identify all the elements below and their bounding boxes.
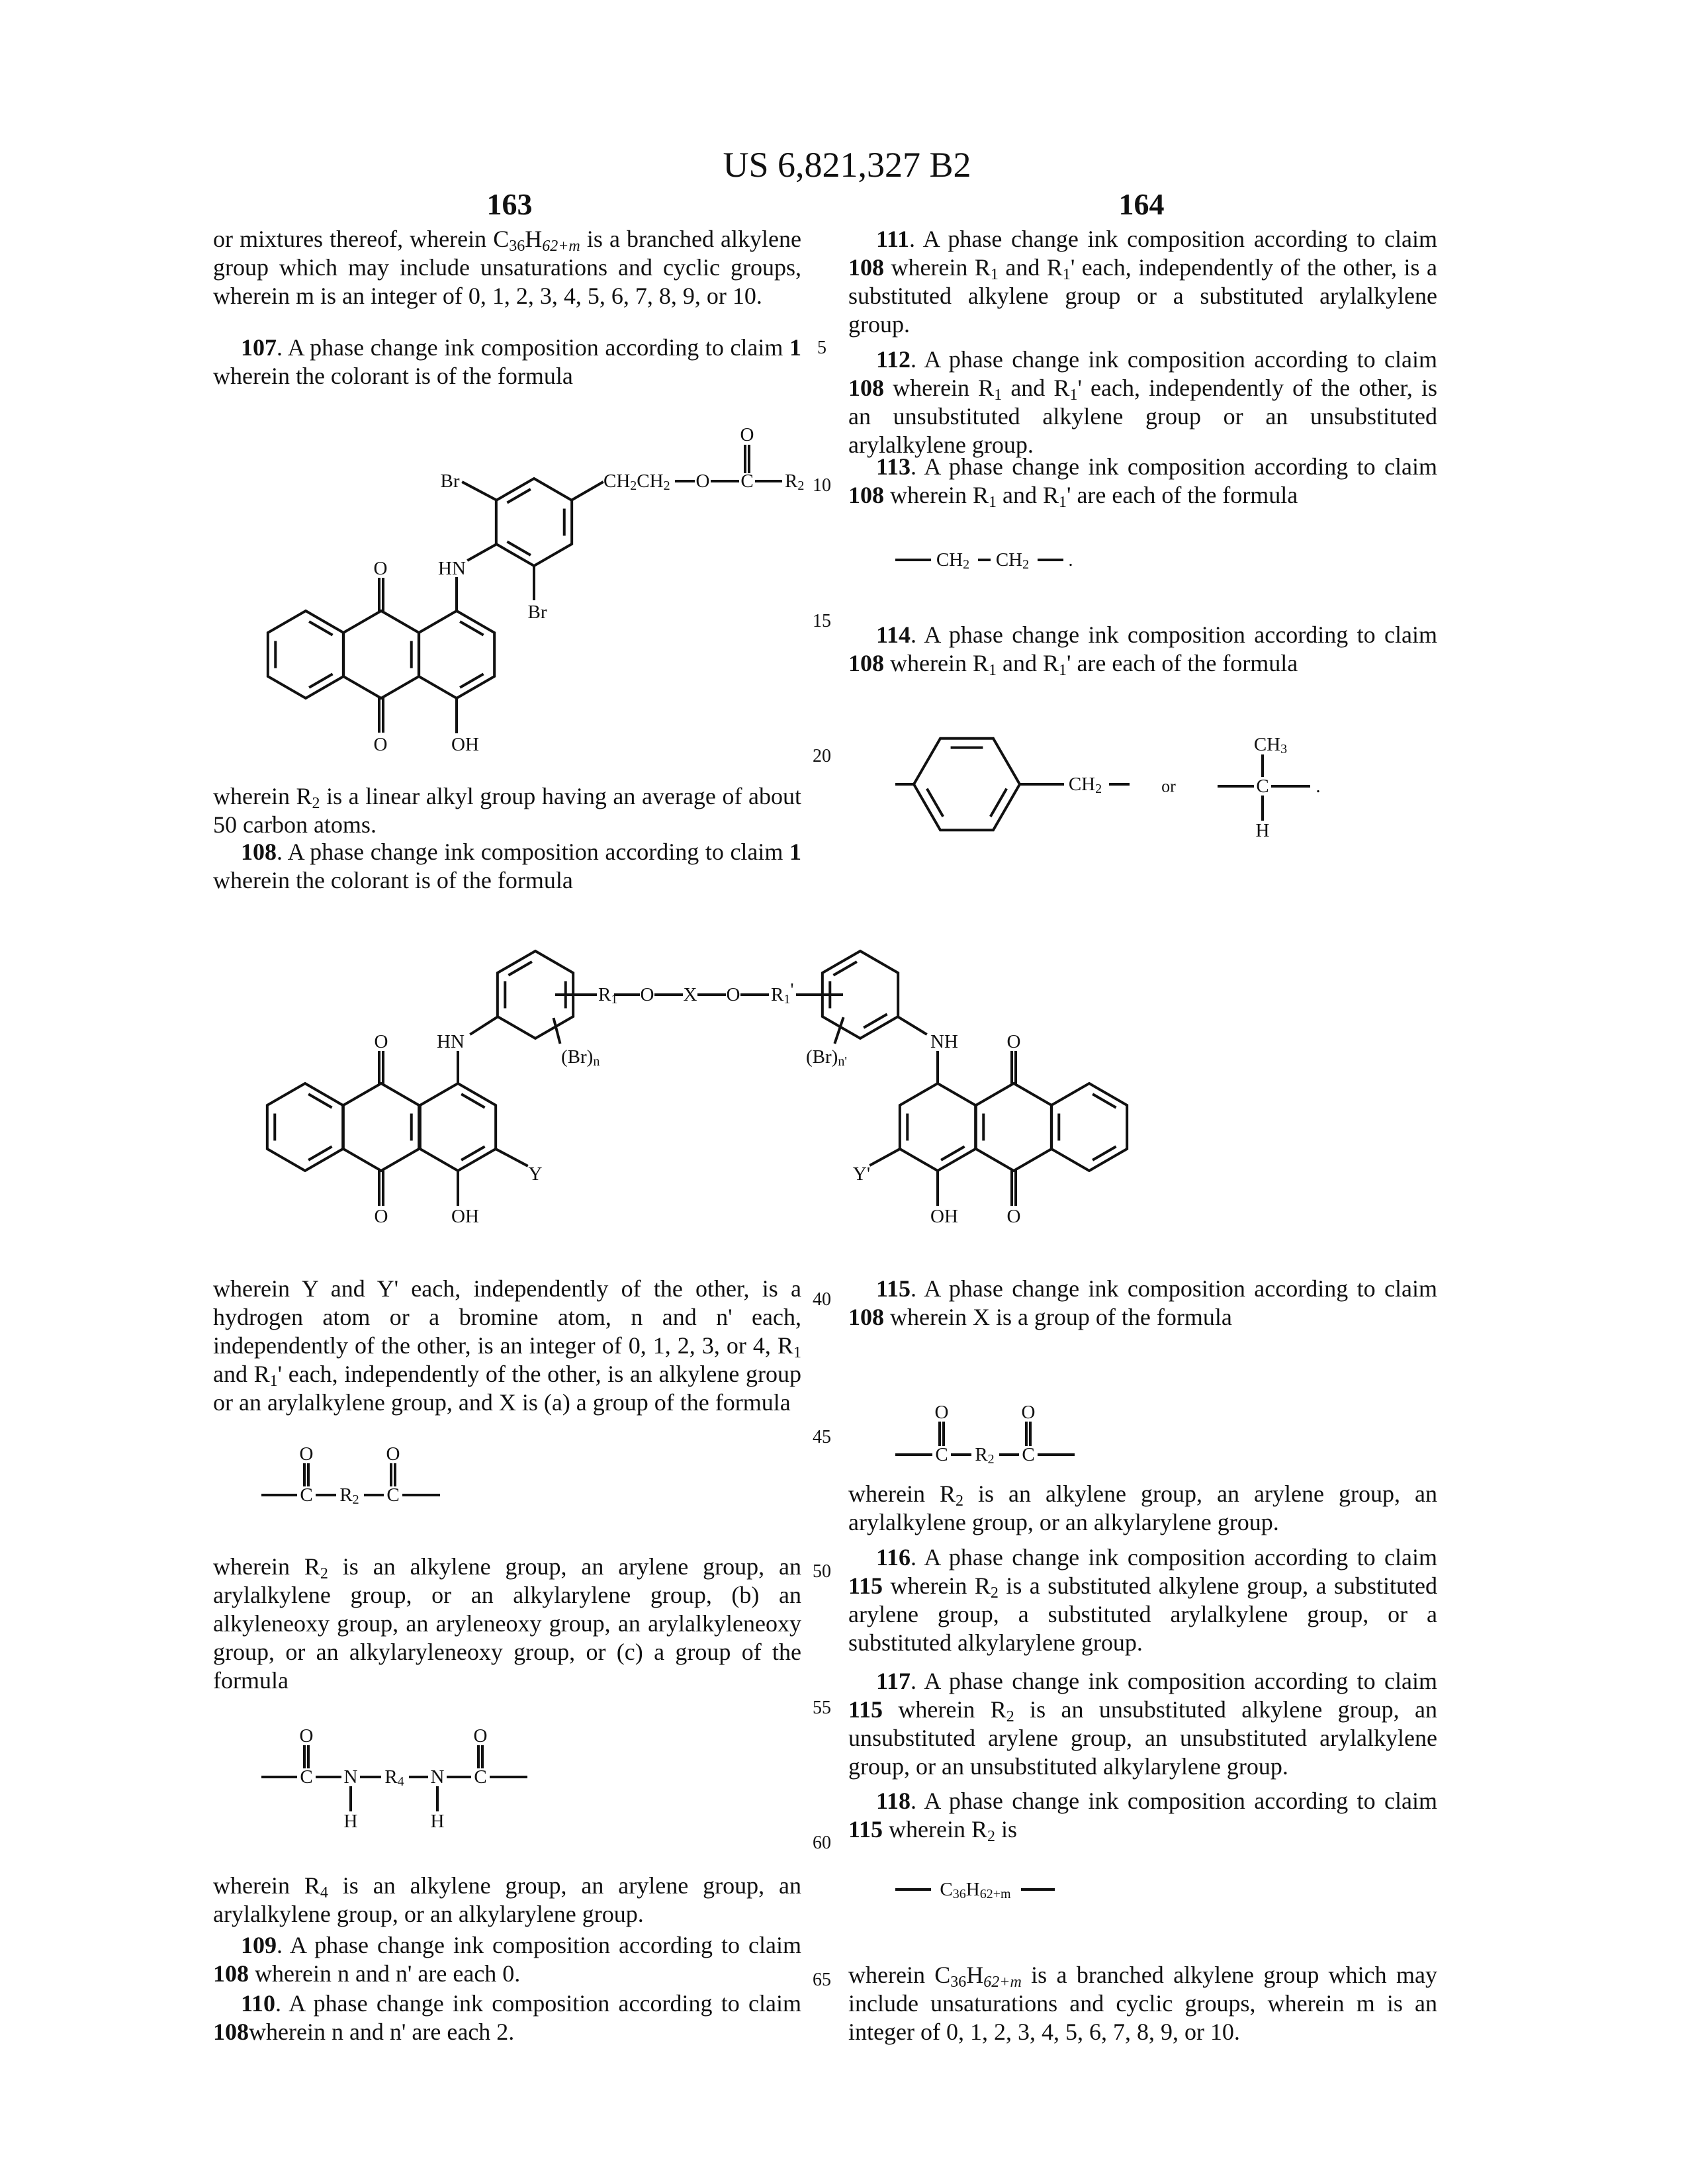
atom-label: N (431, 1766, 445, 1788)
text-run: wherein R (213, 1872, 320, 1899)
subscript: 36 (950, 1974, 966, 1991)
bond (496, 1149, 527, 1165)
claim-number: 115 (848, 1696, 883, 1723)
claim-number: 1 (789, 334, 801, 361)
subscript: 1 (1063, 266, 1071, 283)
group-label: C36H62+m (940, 1879, 1011, 1901)
formula-claim-118 (940, 1879, 1011, 1901)
benzene-ring (343, 611, 419, 698)
group-label: CH2 (996, 549, 1029, 572)
subscript: 2 (956, 1492, 963, 1510)
patent-number: US 6,821,327 B2 (0, 144, 1694, 185)
atom-label: Y' (853, 1163, 870, 1185)
text-run: . A phase change ink composition according to claim (911, 621, 1437, 648)
group-label: CH2 (936, 549, 969, 572)
text-run: and R (997, 482, 1059, 508)
benzene-ring (976, 1083, 1051, 1171)
claim-number: 117 (876, 1668, 911, 1694)
text-run: is a substituted alkylene group, a substituted arylene group, a substituted arylalkylene group, or a substituted alkylarylene group. (848, 1572, 1437, 1656)
text-run: and R (999, 254, 1063, 281)
group-label: R1' (771, 979, 794, 1007)
text-run: wherein R (884, 375, 994, 401)
line-number: 10 (809, 475, 835, 496)
text-run: wherein Y and Y' each, independently of the other, is a hydrogen atom or a bromine atom, n and n' each, independently of the other, is an integer of 0, 1, 2, 3, or 4, R (213, 1275, 801, 1359)
subscript: 1 (994, 387, 1002, 404)
subscript: 1 (793, 1344, 801, 1361)
claim-number: 118 (876, 1788, 911, 1814)
atom-label: C (300, 1484, 312, 1506)
atom-label: O (740, 424, 754, 445)
group-label: (Br)n (561, 1046, 600, 1069)
atom-label: O (696, 471, 710, 492)
subscript: 2 (987, 1828, 995, 1845)
text-run: and R (997, 650, 1059, 676)
text-run: wherein R (883, 1816, 987, 1843)
atom-label: O (727, 984, 740, 1005)
line-number: 60 (809, 1833, 835, 1854)
text-run: ' each, independently of the other, is an unsubstituted alkylene group or an unsubstituted arylalkylene group. (848, 375, 1437, 458)
atom-label: Y (529, 1163, 543, 1185)
benzene-ring (419, 611, 494, 698)
benzene-ring (900, 1083, 975, 1171)
text-run: is an alkylene group, an arylene group, an arylalkylene group, or an alkylarylene group. (213, 1872, 801, 1927)
subscript: 2 (991, 1584, 999, 1602)
claim-number: 109 (241, 1932, 277, 1958)
text-run: is (995, 1816, 1017, 1843)
text-run: . A phase change ink composition according to claim (911, 1788, 1437, 1814)
atom-label: O (1007, 1206, 1021, 1227)
text-run: . A phase change ink composition according to claim (277, 839, 789, 865)
line-number: 20 (809, 746, 835, 767)
or-label: or (1161, 777, 1176, 796)
formula-dicarbonyl (300, 1443, 400, 1507)
atom-label: X (684, 984, 697, 1005)
text-run: is an unsubstituted alkylene group, an unsubstituted arylene group, an unsubstituted arylalkylene group, or an unsubstituted alkylarylene group. (848, 1696, 1437, 1780)
claim-number: 115 (848, 1816, 883, 1843)
line-number: 40 (809, 1289, 835, 1310)
atom-label: OH (451, 734, 479, 755)
group-label: R1 (598, 984, 617, 1007)
group-label: (Br)n' (806, 1046, 847, 1069)
text-run: . A phase change ink composition according to claim (911, 1275, 1437, 1302)
claim-number: 114 (876, 621, 911, 648)
claim-number: 108 (848, 482, 884, 508)
group-label: R4 (384, 1766, 404, 1789)
benzene-ring (1051, 1083, 1127, 1171)
group-label: R2 (785, 471, 804, 493)
atom-label: C (300, 1766, 312, 1788)
text-run: is a branched alkylene group which may include unsaturations and cyclic groups, wherein m is an integer of 0, 1, 2, 3, 4, 5, 6, 7, 8, 9, or 10. (848, 1962, 1437, 2045)
text-run: . A phase change ink composition according to claim (911, 1544, 1437, 1570)
bond (899, 1017, 926, 1034)
text-run: wherein R (884, 650, 989, 676)
text-run: wherein R (883, 1696, 1006, 1723)
atom-label: O (374, 558, 388, 579)
text-run: . A phase change ink composition according to claim (277, 1932, 801, 1958)
chemical-structures (0, 0, 1694, 2184)
subscript: 2 (1006, 1708, 1014, 1725)
atom-label: O (375, 1031, 388, 1052)
atom-label: C (386, 1484, 399, 1506)
claim-number: 108 (213, 2019, 249, 2045)
benzene-ring (420, 1083, 496, 1171)
text-run: . A phase change ink composition according to claim (275, 1990, 801, 2017)
substituent-bond (554, 1019, 560, 1042)
line-number: 50 (809, 1561, 835, 1582)
period: . (1315, 776, 1320, 797)
claim-number: 107 (241, 334, 277, 361)
text-run: is an alkylene group, an arylene group, an arylalkylene group, or an alkylarylene group, (b) an alkyleneoxy group, an aryleneoxy group, an arylalkyleneoxy group, or an alkylaryleneoxy group, or (c) a group of the formula (213, 1553, 801, 1694)
group-label: CH2 (1069, 774, 1102, 796)
line-number: 15 (809, 611, 835, 632)
structure-claim-107 (374, 424, 805, 755)
text-run: ' are each of the formula (1067, 650, 1298, 676)
benzene-ring (268, 611, 343, 698)
atom-label: C (1022, 1444, 1034, 1465)
text-run: . A phase change ink composition according to claim (911, 1668, 1437, 1694)
atom-label: O (386, 1443, 400, 1465)
subscript: 1 (1069, 387, 1077, 404)
bond (468, 545, 496, 560)
text-run: . A phase change ink composition according to claim (909, 226, 1437, 252)
atom-label: O (935, 1402, 949, 1423)
benzene-ring (496, 478, 572, 566)
bond (572, 482, 602, 500)
page-number-right: 164 (1075, 187, 1208, 222)
text-run: or mixtures thereof, wherein C (213, 226, 509, 252)
text-run: wherein the colorant is of the formula (213, 867, 573, 893)
group-label: CH2CH2 (603, 471, 670, 493)
subscript: 1 (991, 266, 999, 283)
text-run: wherein the colorant is of the formula (213, 363, 573, 389)
atom-label: O (1007, 1031, 1021, 1052)
text-run: ' are each of the formula (1067, 482, 1298, 508)
claim-number: 115 (876, 1275, 911, 1302)
atom-label: N (344, 1766, 358, 1788)
text-run: wherein R (213, 783, 312, 809)
atom-label: O (474, 1725, 488, 1747)
group-label: R2 (339, 1484, 359, 1507)
text-run: and R (213, 1361, 270, 1387)
text-run: wherein X is a group of the formula (884, 1304, 1232, 1330)
bond (471, 1017, 497, 1034)
text-run: wherein R (213, 1553, 320, 1580)
subscript: 2 (320, 1565, 328, 1582)
atom-label: OH (930, 1206, 958, 1227)
subscript: 4 (320, 1884, 328, 1901)
atom-label: NH (930, 1031, 958, 1052)
subscript: 2 (312, 795, 320, 812)
substituent-bond (835, 1019, 843, 1042)
bond (463, 482, 496, 500)
text-run: H (525, 226, 542, 252)
group-label: CH3 (1254, 734, 1287, 756)
text-run: wherein R (883, 1572, 991, 1599)
formula-diamide (300, 1725, 488, 1832)
text-run: . A phase change ink composition according to claim (911, 346, 1437, 373)
atom-label: O (641, 984, 654, 1005)
atom-label: HN (437, 1031, 465, 1052)
line-number: 65 (809, 1970, 835, 1991)
period: . (1068, 549, 1073, 570)
text-run: ' each, independently of the other, is an alkylene group or an arylalkylene group, and X is (a) a group of the formula (213, 1361, 801, 1416)
page-number-left: 163 (443, 187, 576, 222)
text-run: is a branched alkylene group which may include unsaturations and cyclic groups, wherein m is an integer of 0, 1, 2, 3, 4, 5, 6, 7, 8, 9, or 10. (213, 226, 801, 309)
text-run: . A phase change ink composition according to claim (911, 453, 1437, 480)
atom-label: HN (438, 558, 466, 579)
claim-number: 108 (848, 375, 884, 401)
line-number: 5 (809, 338, 835, 359)
claim-number: 113 (876, 453, 911, 480)
benzene-ring (914, 739, 1020, 831)
text-run: wherein n and n' are each 0. (249, 1960, 520, 1987)
text-run: wherein n and n' are each 2. (249, 2019, 514, 2045)
text-run: wherein R (884, 254, 991, 281)
text-run: wherein C (848, 1962, 950, 1988)
text-run: . A phase change ink composition according to claim (277, 334, 789, 361)
claim-number: 1 (789, 839, 801, 865)
text-run: wherein R (848, 1480, 956, 1507)
subscript: 1 (1059, 662, 1067, 679)
claim-number: 108 (848, 254, 884, 281)
claim-number: 110 (241, 1990, 275, 2017)
text-run: is an alkylene group, an arylene group, an arylalkylene group, or an alkylarylene group. (848, 1480, 1437, 1535)
atom-label: O (375, 1206, 388, 1227)
claim-number: 111 (876, 226, 909, 252)
text-run: and R (1002, 375, 1069, 401)
atom-label: O (1022, 1402, 1036, 1423)
atom-label: O (300, 1443, 314, 1465)
atom-label: H (1256, 820, 1270, 841)
claim-number: 115 (848, 1572, 883, 1599)
atom-label: C (935, 1444, 948, 1465)
subscript: 62+m (542, 238, 580, 255)
subscript: 1 (989, 494, 997, 511)
atom-label: C (1256, 776, 1269, 797)
atom-label: O (300, 1725, 314, 1747)
atom-label: C (474, 1766, 486, 1788)
atom-label: OH (451, 1206, 479, 1227)
claim-number: 108 (241, 839, 277, 865)
group-label: R2 (975, 1444, 994, 1467)
atom-label: H (431, 1811, 445, 1832)
bond (871, 1149, 900, 1165)
subscript: 1 (270, 1373, 278, 1390)
benzene-ring (267, 1083, 343, 1171)
claim-number: 108 (848, 1304, 884, 1330)
subscript: 36 (509, 238, 525, 255)
atom-label: H (344, 1811, 358, 1832)
benzene-ring (343, 1083, 419, 1171)
line-number: 45 (809, 1427, 835, 1448)
claim-number: 116 (876, 1544, 911, 1570)
atom-label: O (374, 734, 388, 755)
claim-number: 108 (213, 1960, 249, 1987)
formula-claim-115 (935, 1402, 1036, 1467)
text-run: wherein R (884, 482, 989, 508)
atom-label: Br (528, 602, 547, 623)
line-number: 55 (809, 1698, 835, 1719)
atom-label: C (740, 471, 753, 492)
subscript: 1 (1059, 494, 1067, 511)
text-run: is a linear alkyl group having an average of about 50 carbon atoms. (213, 783, 801, 838)
subscript: 62+m (983, 1974, 1022, 1991)
subscript: 1 (989, 662, 997, 679)
atom-label: Br (441, 471, 460, 492)
claim-number: 112 (876, 346, 911, 373)
text-run: ' each, independently of the other, is a substituted alkylene group or a substituted arylalkylene group. (848, 254, 1437, 338)
text-run: H (966, 1962, 983, 1988)
claim-number: 108 (848, 650, 884, 676)
structure-claim-108 (375, 979, 1021, 1227)
